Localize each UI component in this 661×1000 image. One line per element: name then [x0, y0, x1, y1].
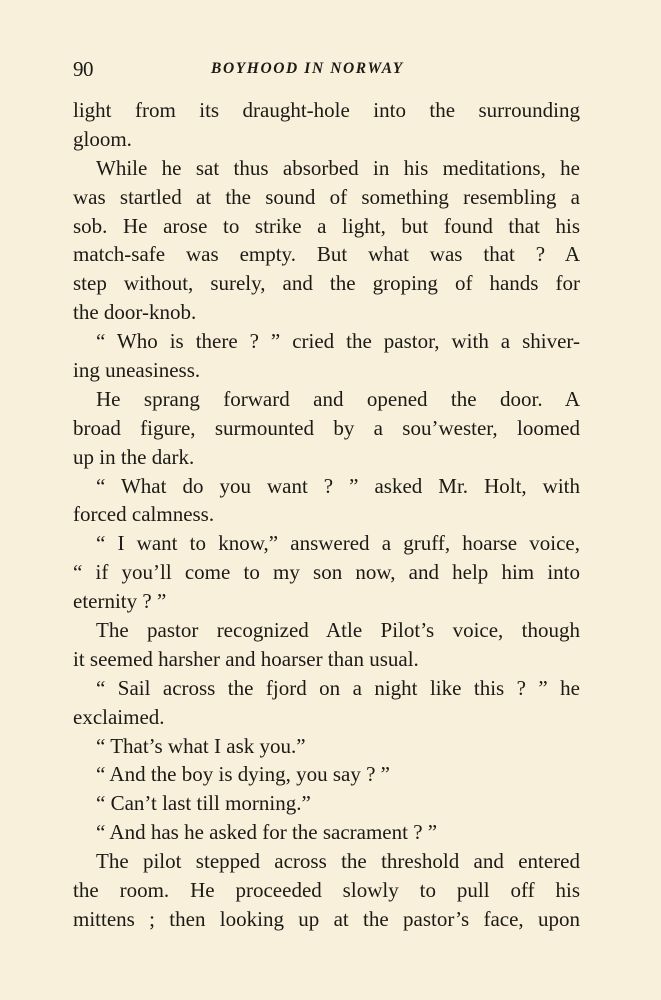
text-line: forced calmness.: [73, 502, 215, 527]
text-line: “ Can’t last till morning.”: [96, 791, 311, 816]
text-line: “ I want to know,” answered a gruff, hoarse voice,: [96, 531, 580, 556]
text-line: up in the dark.: [73, 444, 195, 469]
text-line: While he sat thus absorbed in his meditations, he: [96, 155, 580, 180]
text-line: “ What do you want ? ” asked Mr. Holt, with: [96, 473, 580, 498]
running-title: BOYHOOD IN NORWAY: [211, 60, 404, 77]
text-line: step without, surely, and the groping of hands for: [73, 271, 580, 296]
text-line: the room. He proceeded slowly to pull off his: [73, 878, 580, 903]
body-text: [73, 96, 580, 934]
text-line: broad figure, surmounted by a sou’wester, loomed: [73, 415, 580, 440]
text-line: sob. He arose to strike a light, but found that his: [73, 213, 580, 238]
text-line: was startled at the sound of something resembling a: [73, 184, 580, 209]
text-line: match-safe was empty. But what was that ? A: [73, 242, 580, 267]
text-line: eternity ? ”: [73, 589, 167, 614]
running-head: [73, 56, 580, 82]
text-line: “ Sail across the fjord on a night like this ? ” he: [96, 675, 580, 700]
text-line: ing uneasiness.: [73, 358, 201, 383]
text-line: the door-knob.: [73, 300, 197, 325]
text-line: exclaimed.: [73, 704, 165, 729]
text-line: “ That’s what I ask you.”: [96, 733, 306, 758]
text-line: light from its draught-hole into the surrounding: [73, 98, 580, 122]
text-line: He sprang forward and opened the door. A: [96, 386, 580, 411]
page-number: 90: [73, 57, 93, 81]
text-line: “ Who is there ? ” cried the pastor, with a shiver-: [96, 329, 580, 354]
text-line: “ And the boy is dying, you say ? ”: [96, 762, 390, 787]
text-line: “ if you’ll come to my son now, and help him into: [73, 560, 580, 585]
text-line: gloom.: [73, 126, 132, 151]
text-line: The pilot stepped across the threshold and entered: [96, 849, 580, 874]
text-line: “ And has he asked for the sacrament ? ”: [96, 820, 438, 845]
text-line: mittens ; then looking up at the pastor’s face, upon: [73, 906, 580, 931]
text-line: it seemed harsher and hoarser than usual.: [73, 646, 419, 671]
text-line: The pastor recognized Atle Pilot’s voice, though: [96, 618, 580, 643]
